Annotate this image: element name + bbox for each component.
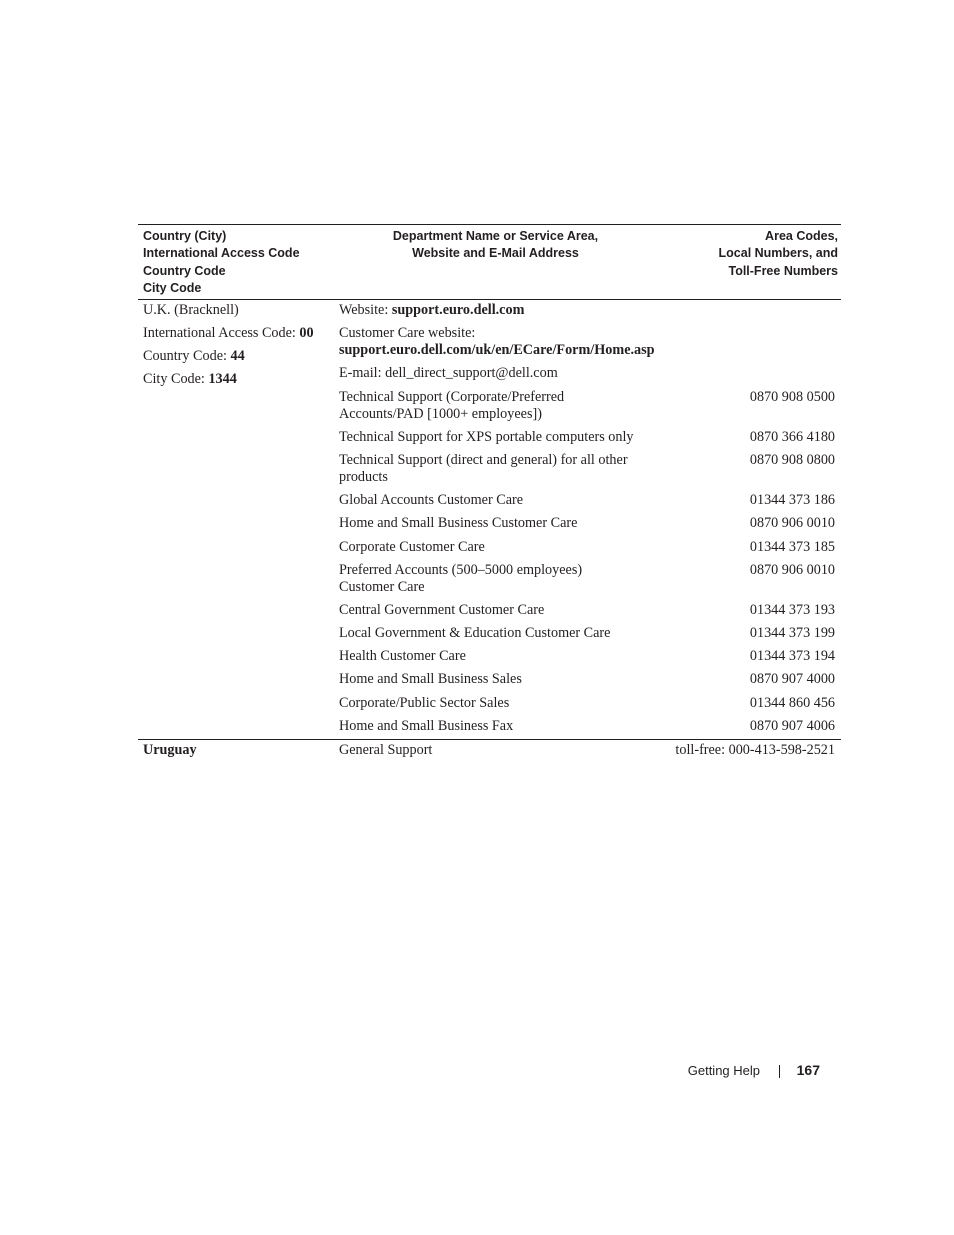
dept-line: Technical Support (Corporate/Preferred (339, 388, 565, 405)
page-footer (0, 1061, 954, 1081)
header-numbers (652, 228, 841, 299)
uk-city-code (143, 371, 339, 388)
care-site-cell (339, 325, 739, 359)
table-header (138, 225, 841, 300)
dept-line: Technical Support for XPS portable computers only (339, 428, 634, 445)
number-cell: toll-free: 000-413-598-2521 (675, 742, 835, 758)
table-row (339, 490, 841, 513)
care-site-label: Customer Care website: (339, 325, 476, 342)
uk-country-info (138, 300, 339, 739)
page-number: 167 (796, 1062, 820, 1078)
header-text: International Access Code (143, 246, 300, 261)
uruguay-country-info (138, 740, 339, 763)
number-cell: 0870 366 4180 (749, 428, 835, 445)
care-site-link[interactable]: support.euro.dell.com/uk/en/ECare/Form/Home.asp (339, 342, 655, 359)
dept-line: Preferred Accounts (500–5000 employees) (339, 561, 583, 578)
number-cell: 01344 373 194 (749, 648, 835, 665)
table-row (339, 560, 841, 600)
dept-line: Home and Small Business Fax (339, 717, 514, 734)
dept-cell (339, 695, 669, 712)
uk-country-code (143, 348, 339, 365)
table-row (339, 669, 841, 692)
table-row (339, 740, 841, 763)
dept-cell (339, 452, 669, 486)
table-row (339, 623, 841, 646)
uk-country-name: U.K. (Bracknell) (143, 302, 239, 318)
number-cell: 0870 908 0500 (749, 388, 835, 405)
footer-separator (779, 1065, 780, 1078)
header-department (339, 228, 652, 299)
uruguay-group (138, 740, 841, 763)
header-text: City Code (143, 280, 202, 295)
dept-cell (339, 515, 669, 532)
dept-line: products (339, 468, 388, 485)
number-cell: 01344 373 185 (749, 538, 835, 555)
uk-rows (339, 300, 841, 739)
table-row (339, 300, 841, 323)
number-cell: 0870 908 0800 (749, 451, 835, 468)
website-cell (339, 302, 669, 319)
table-row (339, 427, 841, 450)
header-text: Country (City) (143, 229, 227, 243)
table-row (339, 537, 841, 560)
contact-table (138, 224, 841, 763)
header-text: Local Numbers, and (718, 246, 838, 261)
table-row (339, 646, 841, 669)
city-value: 1344 (208, 371, 237, 387)
table-row (339, 693, 841, 716)
table-row (339, 600, 841, 623)
dept-cell (339, 492, 669, 509)
city-label: City Code: (143, 371, 209, 387)
number-cell: 0870 907 4006 (749, 717, 835, 734)
uk-group (138, 300, 841, 740)
website-label: Website: (339, 302, 392, 318)
number-cell: 01344 860 456 (749, 694, 835, 711)
dept-line: Technical Support (direct and general) for all other (339, 451, 628, 468)
uk-phone-rows (339, 387, 841, 739)
table-row (339, 513, 841, 536)
table-row (339, 363, 841, 386)
dept-cell (339, 539, 669, 556)
footer-section-title: Getting Help (687, 1063, 760, 1078)
dept-cell (339, 562, 669, 596)
header-text: Department Name or Service Area, (392, 229, 599, 243)
cc-value: 44 (230, 348, 245, 364)
dept-cell: General Support (339, 742, 433, 758)
number-cell: 01344 373 186 (749, 492, 835, 509)
dept-cell (339, 429, 669, 446)
dept-cell (339, 671, 669, 688)
dept-line: Global Accounts Customer Care (339, 492, 524, 509)
dept-line: Corporate/Public Sector Sales (339, 694, 510, 711)
email-cell[interactable]: E-mail: dell_direct_support@dell.com (339, 365, 558, 382)
uk-iac (143, 325, 339, 342)
dept-cell (339, 625, 669, 642)
dept-line: Customer Care (339, 578, 425, 595)
dept-line: Corporate Customer Care (339, 538, 485, 555)
uruguay-rows (339, 740, 841, 763)
iac-value: 00 (299, 325, 314, 341)
table-row (339, 387, 841, 427)
number-cell: 0870 906 0010 (749, 561, 835, 578)
dept-line: Health Customer Care (339, 648, 466, 665)
dept-cell (339, 602, 669, 619)
header-country (138, 228, 339, 299)
dept-line: Accounts/PAD [1000+ employees]) (339, 405, 542, 422)
table-row (339, 323, 841, 363)
dept-line: Home and Small Business Customer Care (339, 515, 578, 532)
iac-label: International Access Code: (143, 325, 300, 341)
dept-line: Local Government & Education Customer Care (339, 625, 611, 642)
dept-line: Central Government Customer Care (339, 601, 545, 618)
dept-line: Home and Small Business Sales (339, 671, 522, 688)
dept-cell (339, 648, 669, 665)
table-row (339, 716, 841, 739)
header-text: Website and E-Mail Address (412, 246, 579, 261)
table-row (339, 450, 841, 490)
website-link[interactable]: support.euro.dell.com (391, 302, 525, 318)
number-cell: 01344 373 199 (749, 625, 835, 642)
dept-cell (339, 718, 669, 735)
header-text: Country Code (143, 263, 226, 278)
number-cell: 01344 373 193 (749, 601, 835, 618)
header-text: Area Codes, (765, 229, 838, 243)
uruguay-country-name: Uruguay (143, 742, 197, 758)
number-cell: 0870 906 0010 (749, 515, 835, 532)
cc-label: Country Code: (143, 348, 231, 364)
dept-cell (339, 389, 669, 423)
header-text: Toll-Free Numbers (728, 263, 838, 278)
number-cell: 0870 907 4000 (749, 671, 835, 688)
